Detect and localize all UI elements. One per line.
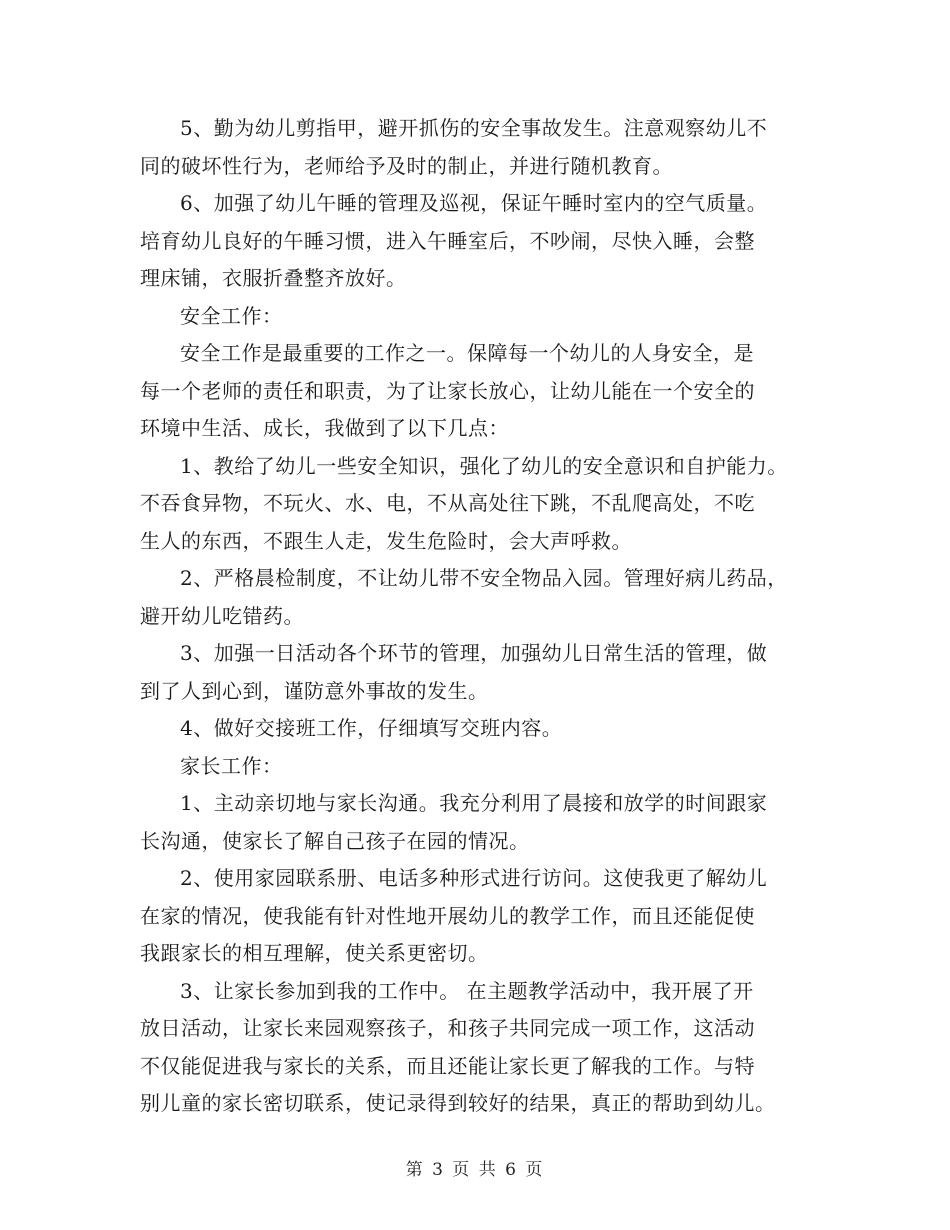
text-line: 在家的情况，使我能有针对性地开展幼儿的教学工作，而且还能促使	[140, 903, 755, 928]
paragraph	[140, 185, 820, 298]
paragraph	[140, 785, 820, 860]
text-line: 安全工作：	[180, 303, 283, 328]
text-line: 2、使用家园联系册、电话多种形式进行访问。这使我更了解幼儿	[180, 866, 768, 890]
text-line: 别儿童的家长密切联系，使记录得到较好的结果，真正的帮助到幼儿。	[140, 1091, 776, 1115]
text-line: 我跟家长的相互理解，使关系更密切。	[140, 941, 489, 965]
text-line: 理床铺，衣服折叠整齐放好。	[140, 266, 407, 290]
body-text	[140, 110, 820, 1123]
text-line: 1、主动亲切地与家长沟通。我充分利用了晨接和放学的时间跟家	[180, 791, 768, 815]
page-footer: 第 3 页 共 6 页	[405, 1160, 545, 1180]
paragraph	[140, 448, 820, 561]
text-line: 3、让家长参加到我的工作中。 在主题教学活动中，我开展了开	[180, 978, 754, 1003]
paragraph	[140, 860, 820, 973]
text-line: 2、严格晨检制度，不让幼儿带不安全物品入园。管理好病儿药品，	[180, 566, 788, 590]
text-line: 培育幼儿良好的午睡习惯，进入午睡室后，不吵闹，尽快入睡，会整	[140, 228, 755, 253]
paragraph	[140, 748, 820, 786]
text-line: 不仅能促进我与家长的关系，而且还能让家长更了解我的工作。与特	[140, 1053, 755, 1078]
text-line: 6、加强了幼儿午睡的管理及巡视，保证午睡时室内的空气质量。	[180, 191, 768, 215]
text-line: 5、勤为幼儿剪指甲，避开抓伤的安全事故发生。注意观察幼儿不	[180, 116, 768, 140]
paragraph	[140, 110, 820, 185]
text-line: 家长工作：	[180, 753, 283, 778]
paragraph	[140, 335, 820, 448]
text-line: 环境中生活、成长，我做到了以下几点：	[140, 416, 509, 440]
text-line: 避开幼儿吃错药。	[140, 603, 304, 628]
paragraph	[140, 298, 820, 336]
text-line: 到了人到心到，谨防意外事故的发生。	[140, 678, 489, 703]
text-line: 不吞食异物，不玩火、水、电，不从高处往下跳，不乱爬高处，不吃	[140, 491, 755, 515]
text-line: 1、教给了幼儿一些安全知识，强化了幼儿的安全意识和自护能力。	[180, 453, 788, 478]
text-line: 3、加强一日活动各个环节的管理，加强幼儿日常生活的管理，做	[180, 641, 768, 665]
text-line: 长沟通，使家长了解自己孩子在园的情况。	[140, 828, 530, 853]
paragraph	[140, 973, 820, 1123]
text-line: 安全工作是最重要的工作之一。保障每一个幼儿的人身安全，是	[180, 341, 754, 365]
paragraph	[140, 560, 820, 635]
text-line: 生人的东西，不跟生人走，发生危险时，会大声呼救。	[140, 528, 632, 553]
paragraph	[140, 635, 820, 710]
paragraph	[140, 710, 820, 748]
text-line: 每一个老师的责任和职责，为了让家长放心，让幼儿能在一个安全的	[140, 378, 755, 403]
text-line: 同的破坏性行为，老师给予及时的制止，并进行随机教育。	[140, 153, 673, 178]
text-line: 4、做好交接班工作，仔细填写交班内容。	[180, 716, 563, 740]
text-line: 放日活动，让家长来园观察孩子，和孩子共同完成一项工作，这活动	[140, 1016, 755, 1040]
